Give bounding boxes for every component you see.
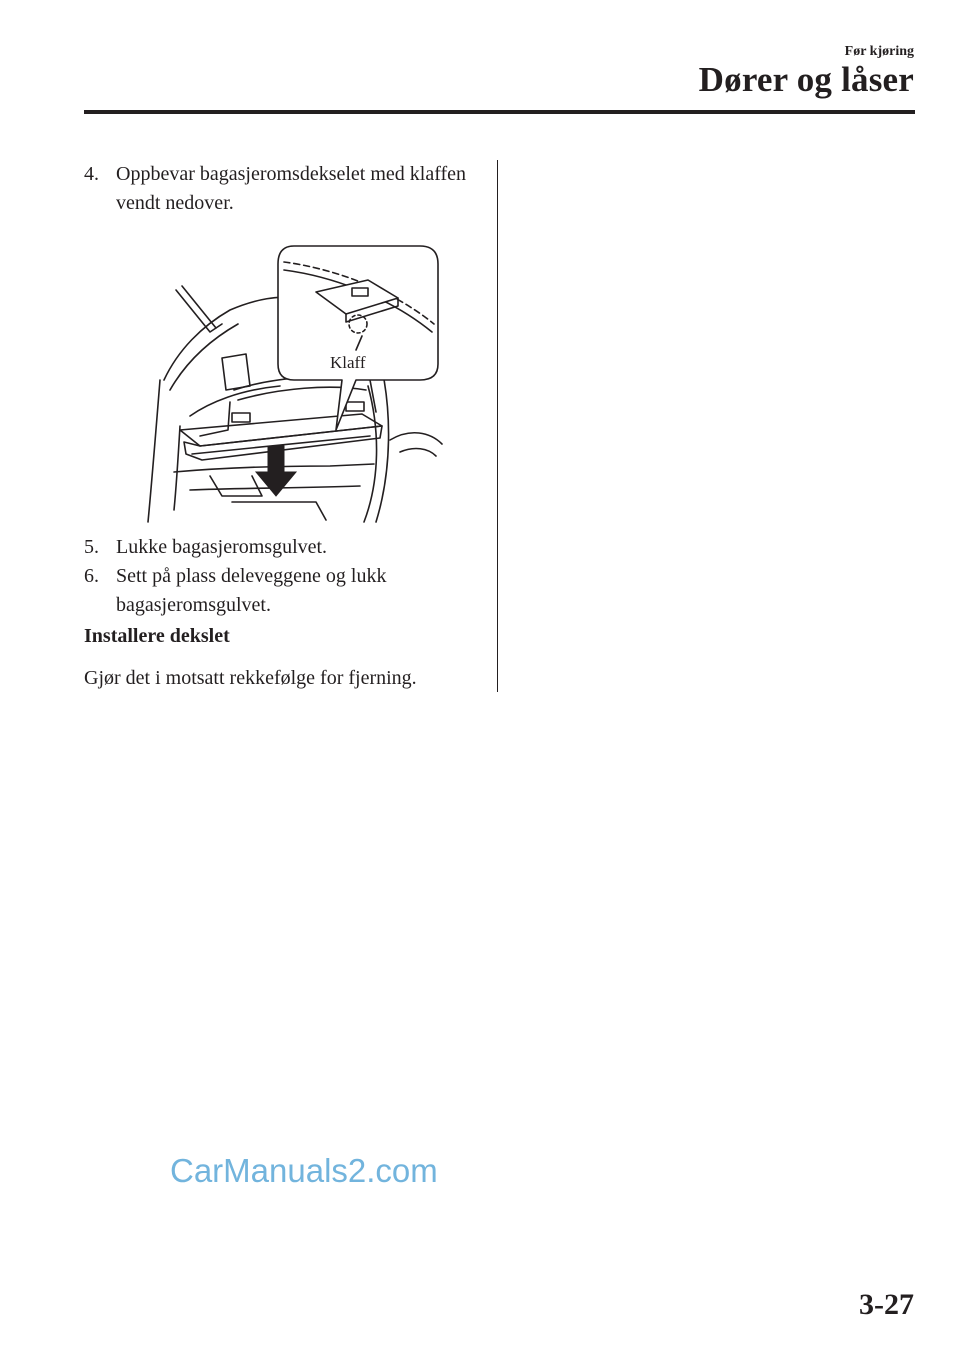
step-text: Lukke bagasjeromsgulvet. bbox=[116, 536, 328, 558]
paragraph: Gjør det i motsatt rekkefølge for fjerning. bbox=[84, 667, 417, 689]
cargo-cover-illustration bbox=[130, 240, 450, 525]
step-number: 5. bbox=[84, 536, 99, 558]
step-6 bbox=[84, 562, 446, 620]
step-5 bbox=[84, 533, 496, 562]
callout-label: Klaff bbox=[330, 353, 366, 372]
step-4 bbox=[84, 160, 496, 218]
trunk-frame bbox=[148, 380, 160, 522]
subheading: Installere dekslet bbox=[84, 625, 230, 647]
watermark: CarManuals2.com bbox=[170, 1152, 438, 1189]
page-title: Dører og låser bbox=[698, 60, 914, 99]
step-number: 4. bbox=[84, 163, 99, 185]
step-number: 6. bbox=[84, 565, 99, 587]
step-text: Oppbevar bagasjeromsdekselet med klaffen vendt nedover. bbox=[116, 163, 467, 214]
header-rule bbox=[84, 110, 915, 114]
section-label: Før kjøring bbox=[844, 44, 914, 59]
page-number: 3-27 bbox=[859, 1288, 914, 1321]
step-text: Sett på plass deleveggene og lukk bagasjeromsgulvet. bbox=[116, 565, 387, 616]
column-divider bbox=[497, 160, 498, 692]
